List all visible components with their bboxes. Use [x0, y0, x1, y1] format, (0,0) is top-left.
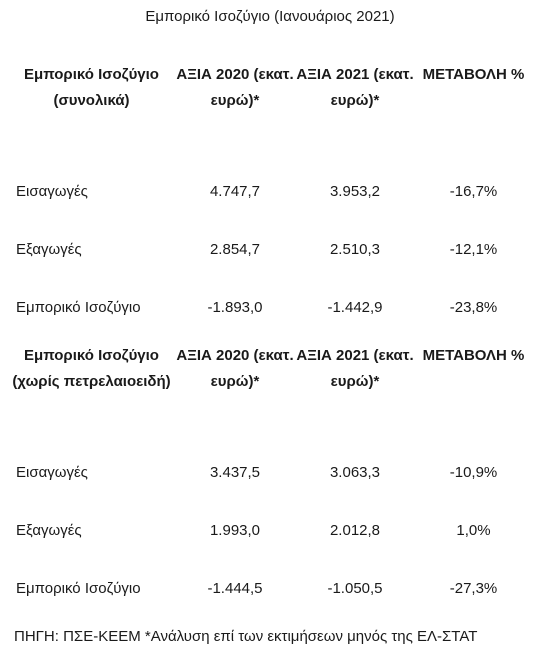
- value-2020: 4.747,7: [209, 182, 261, 200]
- value-2021: 3.953,2: [329, 182, 381, 200]
- table-header-row: [8, 343, 532, 443]
- value-2020: 1.993,0: [209, 521, 261, 539]
- header-value-2020: ΑΞΙΑ 2020 (εκατ. ευρώ)*: [176, 347, 294, 390]
- value-2021: -1.442,9: [327, 298, 383, 316]
- table-row: [8, 501, 532, 559]
- change-percent: 1,0%: [456, 521, 491, 539]
- table-row: [8, 278, 532, 336]
- table-row: [8, 220, 532, 278]
- row-label: Εμπορικό Ισοζύγιο: [16, 298, 141, 316]
- value-2021: 2.510,3: [329, 240, 381, 258]
- change-percent: -27,3%: [449, 579, 498, 597]
- source-note: ΠΗΓΗ: ΠΣΕ-ΚΕΕΜ *Ανάλυση επί των εκτιμήσεων μηνός της ΕΛ-ΣΤΑΤ: [14, 628, 478, 645]
- change-percent: -23,8%: [449, 298, 498, 316]
- row-label: Εμπορικό Ισοζύγιο: [16, 579, 141, 597]
- value-2021: 2.012,8: [329, 521, 381, 539]
- header-change: ΜΕΤΑΒΟΛΗ %: [422, 66, 525, 83]
- change-percent: -16,7%: [449, 182, 498, 200]
- row-label: Εξαγωγές: [16, 240, 82, 258]
- header-change: ΜΕΤΑΒΟΛΗ %: [422, 347, 525, 364]
- row-label: Εξαγωγές: [16, 521, 82, 539]
- change-percent: -12,1%: [449, 240, 498, 258]
- change-percent: -10,9%: [449, 463, 498, 481]
- row-label: Εισαγωγές: [16, 182, 88, 200]
- header-category: Εμπορικό Ισοζύγιο (συνολικά): [24, 66, 159, 109]
- table-row: [8, 559, 532, 617]
- header-value-2021: ΑΞΙΑ 2021 (εκατ. ευρώ)*: [296, 347, 414, 390]
- value-2020: 2.854,7: [209, 240, 261, 258]
- table-header-row: [8, 62, 532, 162]
- value-2020: -1.444,5: [207, 579, 263, 597]
- table-row: [8, 162, 532, 220]
- row-label: Εισαγωγές: [16, 463, 88, 481]
- trade-balance-total-table: [8, 62, 532, 336]
- header-value-2020: ΑΞΙΑ 2020 (εκατ. ευρώ)*: [176, 66, 294, 109]
- page-title: Εμπορικό Ισοζύγιο (Ιανουάριος 2021): [145, 8, 395, 25]
- value-2021: 3.063,3: [329, 463, 381, 481]
- value-2020: 3.437,5: [209, 463, 261, 481]
- header-value-2021: ΑΞΙΑ 2021 (εκατ. ευρώ)*: [296, 66, 414, 109]
- table-row: [8, 443, 532, 501]
- trade-balance-non-oil-table: [8, 343, 532, 617]
- value-2021: -1.050,5: [327, 579, 383, 597]
- value-2020: -1.893,0: [207, 298, 263, 316]
- header-category: Εμπορικό Ισοζύγιο (χωρίς πετρελαιοειδή): [12, 347, 171, 390]
